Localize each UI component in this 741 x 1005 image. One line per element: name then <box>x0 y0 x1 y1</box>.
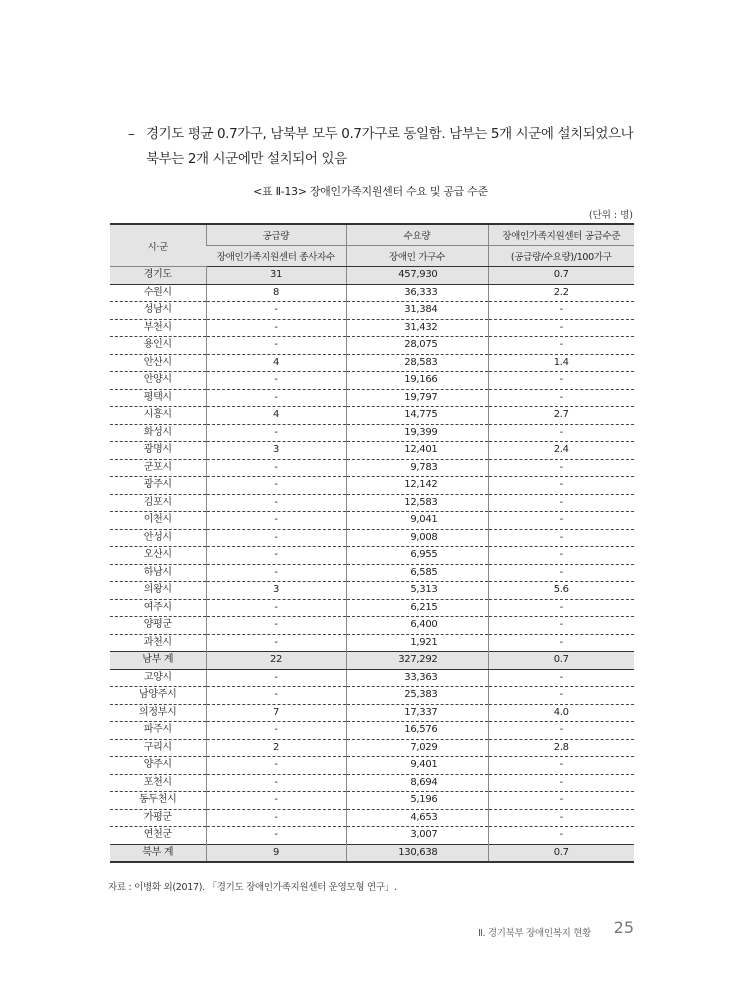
region-cell: 김포시 <box>110 494 206 512</box>
region-cell: 북부 계 <box>110 844 206 862</box>
level-cell: - <box>488 319 634 337</box>
header-region: 시·군 <box>110 224 206 267</box>
region-cell: 남부 계 <box>110 652 206 670</box>
level-cell: - <box>488 599 634 617</box>
region-cell: 양주시 <box>110 757 206 775</box>
demand-cell: 16,576 <box>346 722 488 740</box>
demand-cell: 9,008 <box>346 529 488 547</box>
table-row <box>110 442 634 460</box>
supply-cell: - <box>206 757 346 775</box>
header-demand: 수요량 <box>346 224 488 246</box>
level-cell: - <box>488 564 634 582</box>
level-cell: - <box>488 512 634 530</box>
demand-cell: 19,166 <box>346 372 488 390</box>
level-cell: - <box>488 669 634 687</box>
table-row <box>110 704 634 722</box>
level-cell: - <box>488 337 634 355</box>
demand-cell: 457,930 <box>346 267 488 285</box>
table-row <box>110 547 634 565</box>
demand-cell: 31,432 <box>346 319 488 337</box>
supply-cell: - <box>206 477 346 495</box>
table-row <box>110 634 634 652</box>
demand-cell: 33,363 <box>346 669 488 687</box>
demand-cell: 6,400 <box>346 617 488 635</box>
table-row <box>110 757 634 775</box>
level-cell: - <box>488 494 634 512</box>
region-cell: 시흥시 <box>110 407 206 425</box>
supply-cell: - <box>206 774 346 792</box>
level-cell: - <box>488 459 634 477</box>
demand-cell: 25,383 <box>346 687 488 705</box>
region-cell: 광명시 <box>110 442 206 460</box>
region-cell: 안성시 <box>110 529 206 547</box>
supply-cell: - <box>206 372 346 390</box>
table-row <box>110 302 634 320</box>
header-supply-sub: 장애인가족지원센터 종사자수 <box>206 246 346 267</box>
region-cell: 이천시 <box>110 512 206 530</box>
region-cell: 군포시 <box>110 459 206 477</box>
level-cell: 0.7 <box>488 267 634 285</box>
demand-cell: 12,142 <box>346 477 488 495</box>
demand-cell: 14,775 <box>346 407 488 425</box>
region-cell: 과천시 <box>110 634 206 652</box>
table-row <box>110 459 634 477</box>
region-cell: 수원시 <box>110 284 206 302</box>
demand-cell: 5,196 <box>346 792 488 810</box>
supply-cell: - <box>206 564 346 582</box>
region-cell: 평택시 <box>110 389 206 407</box>
demand-cell: 3,007 <box>346 827 488 845</box>
demand-cell: 9,783 <box>346 459 488 477</box>
source-note: 자료 : 이병화 외(2017). 「경기도 장애인가족지원센터 운영모형 연구」. <box>108 882 397 893</box>
table-body <box>110 267 634 863</box>
table-row <box>110 582 634 600</box>
supply-cell: - <box>206 687 346 705</box>
table-total-row <box>110 652 634 670</box>
level-cell: - <box>488 722 634 740</box>
supply-cell: 3 <box>206 582 346 600</box>
table-row <box>110 669 634 687</box>
region-cell: 양평군 <box>110 617 206 635</box>
table-row <box>110 407 634 425</box>
level-cell: - <box>488 757 634 775</box>
supply-cell: - <box>206 722 346 740</box>
level-cell: - <box>488 617 634 635</box>
table-row <box>110 809 634 827</box>
level-cell: - <box>488 774 634 792</box>
header-supply: 공급량 <box>206 224 346 246</box>
summary-bullet <box>128 122 648 172</box>
table-caption: <표 Ⅱ-13> 장애인가족지원센터 수요 및 공급 수준 <box>253 185 488 198</box>
region-cell: 오산시 <box>110 547 206 565</box>
demand-cell: 5,313 <box>346 582 488 600</box>
supply-cell: - <box>206 599 346 617</box>
demand-cell: 12,401 <box>346 442 488 460</box>
header-level: 장애인가족지원센터 공급수준 <box>488 224 634 246</box>
supply-cell: - <box>206 494 346 512</box>
table-row <box>110 739 634 757</box>
demand-cell: 19,399 <box>346 424 488 442</box>
demand-cell: 9,041 <box>346 512 488 530</box>
supply-cell: - <box>206 512 346 530</box>
region-cell: 용인시 <box>110 337 206 355</box>
region-cell: 부천시 <box>110 319 206 337</box>
demand-cell: 1,921 <box>346 634 488 652</box>
demand-cell: 7,029 <box>346 739 488 757</box>
demand-cell: 6,955 <box>346 547 488 565</box>
region-cell: 구리시 <box>110 739 206 757</box>
demand-cell: 12,583 <box>346 494 488 512</box>
summary-line-2: 북부는 2개 시군에만 설치되어 있음 <box>146 151 347 167</box>
supply-cell: - <box>206 809 346 827</box>
level-cell: - <box>488 529 634 547</box>
demand-cell: 8,694 <box>346 774 488 792</box>
table-row <box>110 477 634 495</box>
page-number: 25 <box>613 918 634 937</box>
region-cell: 성남시 <box>110 302 206 320</box>
level-cell: - <box>488 372 634 390</box>
demand-cell: 130,638 <box>346 844 488 862</box>
table-row <box>110 354 634 372</box>
supply-cell: - <box>206 827 346 845</box>
level-cell: 4.0 <box>488 704 634 722</box>
level-cell: 5.6 <box>488 582 634 600</box>
region-cell: 광주시 <box>110 477 206 495</box>
supply-demand-table <box>110 223 634 863</box>
supply-cell: - <box>206 424 346 442</box>
table-total-row <box>110 267 634 285</box>
table-row <box>110 774 634 792</box>
supply-cell: 4 <box>206 407 346 425</box>
table-row <box>110 372 634 390</box>
demand-cell: 31,384 <box>346 302 488 320</box>
table-row <box>110 494 634 512</box>
region-cell: 연천군 <box>110 827 206 845</box>
header-demand-sub: 장애인 가구수 <box>346 246 488 267</box>
region-cell: 안산시 <box>110 354 206 372</box>
demand-cell: 17,337 <box>346 704 488 722</box>
table-row <box>110 564 634 582</box>
level-cell: 2.8 <box>488 739 634 757</box>
supply-cell: 3 <box>206 442 346 460</box>
supply-cell: - <box>206 459 346 477</box>
demand-cell: 6,585 <box>346 564 488 582</box>
supply-cell: 31 <box>206 267 346 285</box>
demand-cell: 9,401 <box>346 757 488 775</box>
level-cell: - <box>488 827 634 845</box>
supply-cell: - <box>206 337 346 355</box>
supply-cell: - <box>206 547 346 565</box>
supply-cell: - <box>206 389 346 407</box>
supply-cell: 8 <box>206 284 346 302</box>
region-cell: 경기도 <box>110 267 206 285</box>
region-cell: 남양주시 <box>110 687 206 705</box>
level-cell: - <box>488 547 634 565</box>
region-cell: 고양시 <box>110 669 206 687</box>
supply-cell: 4 <box>206 354 346 372</box>
table-row <box>110 284 634 302</box>
table-row <box>110 792 634 810</box>
region-cell: 가평군 <box>110 809 206 827</box>
region-cell: 여주시 <box>110 599 206 617</box>
supply-cell: - <box>206 617 346 635</box>
level-cell: 0.7 <box>488 844 634 862</box>
table-row <box>110 599 634 617</box>
level-cell: 1.4 <box>488 354 634 372</box>
demand-cell: 28,583 <box>346 354 488 372</box>
summary-line-1: 경기도 평균 0.7가구, 남북부 모두 0.7가구로 동일함. 남부는 5개 시군에 설치되었으나 <box>146 126 634 142</box>
level-cell: 2.4 <box>488 442 634 460</box>
supply-cell: - <box>206 302 346 320</box>
region-cell: 화성시 <box>110 424 206 442</box>
demand-cell: 19,797 <box>346 389 488 407</box>
level-cell: - <box>488 389 634 407</box>
table-row <box>110 389 634 407</box>
header-level-sub: (공급량/수요량)/100가구 <box>488 246 634 267</box>
region-cell: 동두천시 <box>110 792 206 810</box>
table-row <box>110 722 634 740</box>
level-cell: - <box>488 792 634 810</box>
table-total-row <box>110 844 634 862</box>
table-row <box>110 529 634 547</box>
unit-note: (단위 : 명) <box>588 210 633 221</box>
level-cell: - <box>488 302 634 320</box>
level-cell: - <box>488 424 634 442</box>
region-cell: 안양시 <box>110 372 206 390</box>
demand-cell: 4,653 <box>346 809 488 827</box>
supply-cell: - <box>206 792 346 810</box>
table-row <box>110 319 634 337</box>
region-cell: 하남시 <box>110 564 206 582</box>
level-cell: 2.7 <box>488 407 634 425</box>
level-cell: - <box>488 809 634 827</box>
demand-cell: 6,215 <box>346 599 488 617</box>
level-cell: - <box>488 634 634 652</box>
level-cell: 0.7 <box>488 652 634 670</box>
supply-cell: 22 <box>206 652 346 670</box>
level-cell: 2.2 <box>488 284 634 302</box>
level-cell: - <box>488 477 634 495</box>
region-cell: 파주시 <box>110 722 206 740</box>
supply-cell: - <box>206 669 346 687</box>
demand-cell: 36,333 <box>346 284 488 302</box>
supply-cell: 2 <box>206 739 346 757</box>
level-cell: - <box>488 687 634 705</box>
supply-cell: - <box>206 529 346 547</box>
demand-cell: 28,075 <box>346 337 488 355</box>
region-cell: 의왕시 <box>110 582 206 600</box>
demand-cell: 327,292 <box>346 652 488 670</box>
supply-cell: - <box>206 634 346 652</box>
bullet-dash: – <box>128 126 135 142</box>
table-row <box>110 687 634 705</box>
region-cell: 포천시 <box>110 774 206 792</box>
region-cell: 의정부시 <box>110 704 206 722</box>
supply-cell: 9 <box>206 844 346 862</box>
table-row <box>110 512 634 530</box>
footer-chapter-title: Ⅱ. 경기북부 장애인복지 현황 <box>478 928 591 939</box>
table-row <box>110 827 634 845</box>
table-row <box>110 424 634 442</box>
table-row <box>110 617 634 635</box>
supply-cell: - <box>206 319 346 337</box>
table-row <box>110 337 634 355</box>
supply-cell: 7 <box>206 704 346 722</box>
